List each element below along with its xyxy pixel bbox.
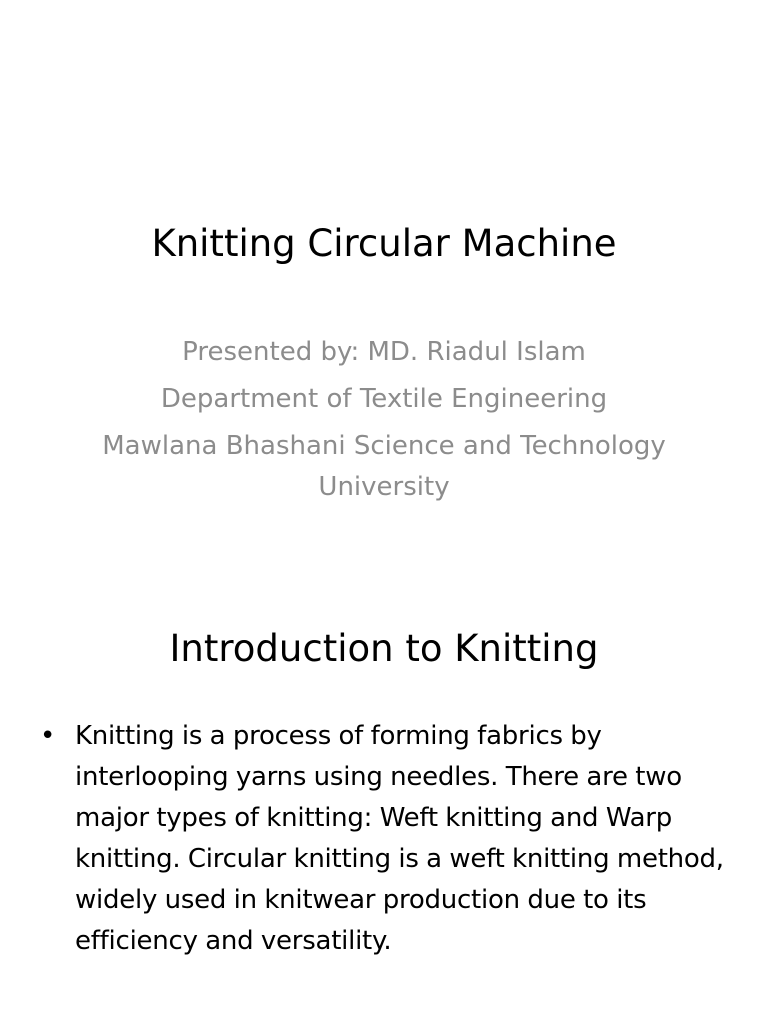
department-line: Department of Textile Engineering — [160, 384, 608, 414]
presenter-line: Presented by: MD. Riadul Islam — [182, 337, 586, 367]
bullet-list — [40, 716, 730, 962]
slide-title: Knitting Circular Machine — [151, 222, 617, 265]
bullet-icon: • — [40, 721, 56, 751]
content-slide — [0, 576, 768, 1024]
bullet-text: Knitting is a process of forming fabrics by interlooping yarns using needles. There are two major types of knitting: Weft knitting and Warp knitting. Circular knitting is a weft knitting method, widely used in knitwear production due to its efficiency and versatility. — [75, 721, 724, 956]
bullet-item — [40, 716, 730, 962]
slide-title: Introduction to Knitting — [169, 627, 599, 670]
university-line: Mawlana Bhashani Science and Technology University — [102, 431, 666, 502]
slide-subtitle — [84, 332, 684, 508]
